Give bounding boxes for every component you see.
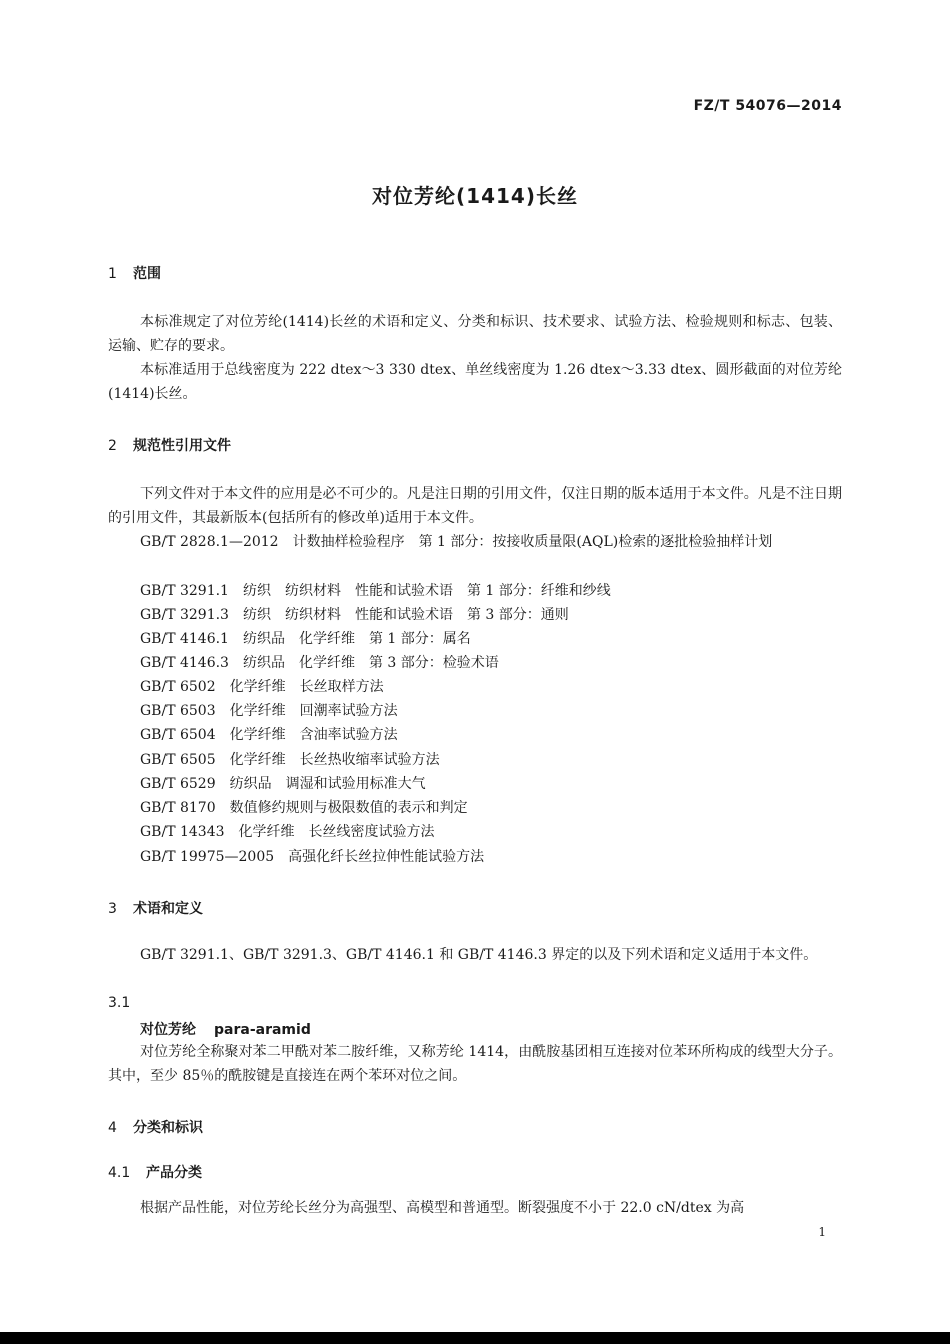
reference-item bbox=[140, 749, 440, 769]
terms-intro: GB/T 3291.1、GB/T 3291.3、GB/T 4146.1 和 GB/T 4146.3 界定的以及下列术语和定义适用于本文件。 bbox=[140, 947, 818, 963]
reference-code: GB/T 4146.1 bbox=[140, 631, 229, 647]
reference-item: GB/T 2828.1—2012 计数抽样检验程序 第 1 部分：按接收质量限(AQL)检索的逐批检验抽样计划 bbox=[140, 534, 773, 550]
reference-code: GB/T 6505 bbox=[140, 752, 216, 768]
reference-code: GB/T 6504 bbox=[140, 727, 216, 743]
section-number: 4.1 bbox=[108, 1165, 131, 1181]
reference-item bbox=[140, 821, 435, 841]
page-bottom-border bbox=[0, 1332, 950, 1344]
reference-item bbox=[140, 773, 426, 793]
reference-title: 化学纤维 长丝热收缩率试验方法 bbox=[229, 752, 440, 768]
section-4-1-heading bbox=[108, 1162, 202, 1182]
term-name bbox=[140, 1019, 311, 1039]
reference-code: GB/T 19975—2005 bbox=[140, 849, 275, 865]
reference-title: 化学纤维 含油率试验方法 bbox=[229, 727, 398, 743]
document-title: 对位芳纶(1414)长丝 bbox=[372, 184, 578, 208]
scope-paragraph-2: 本标准适用于总线密度为 222 dtex～3 330 dtex、单丝线密度为 1.26 dtex～3.33 dtex、圆形截面的对位芳纶(1414)长丝。 bbox=[108, 362, 842, 402]
term-definition: 对位芳纶全称聚对苯二甲酰对苯二胺纤维，又称芳纶 1414，由酰胺基团相互连接对位苯环所构成的线型大分子。其中，至少 85％的酰胺键是直接连在两个苯环对位之间。 bbox=[108, 1044, 842, 1084]
section-1-heading bbox=[108, 263, 161, 283]
reference-item bbox=[140, 724, 398, 744]
term-name-zh: 对位芳纶 bbox=[140, 1022, 196, 1038]
scope-paragraph-1: 本标准规定了对位芳纶(1414)长丝的术语和定义、分类和标识、技术要求、试验方法、检验规则和标志、包装、运输、贮存的要求。 bbox=[108, 314, 842, 354]
reference-title: 化学纤维 回潮率试验方法 bbox=[229, 703, 398, 719]
term-name-en: para-aramid bbox=[214, 1022, 311, 1038]
reference-title: 纺织品 化学纤维 第 1 部分：属名 bbox=[242, 631, 471, 647]
reference-title: 化学纤维 长丝取样方法 bbox=[229, 679, 384, 695]
reference-item bbox=[140, 846, 484, 866]
reference-title: 化学纤维 长丝线密度试验方法 bbox=[238, 824, 435, 840]
reference-title: 纺织品 调湿和试验用标准大气 bbox=[229, 776, 426, 792]
section-3-heading bbox=[108, 898, 203, 918]
reference-title: 纺织品 化学纤维 第 3 部分：检验术语 bbox=[242, 655, 499, 671]
section-4-heading bbox=[108, 1117, 203, 1137]
references-intro: 下列文件对于本文件的应用是必不可少的。凡是注日期的引用文件，仅注日期的版本适用于本文件。凡是不注日期的引用文件，其最新版本(包括所有的修改单)适用于本文件。 bbox=[108, 486, 842, 526]
section-number: 3 bbox=[108, 901, 117, 917]
reference-item bbox=[140, 580, 611, 600]
reference-item bbox=[140, 676, 384, 696]
reference-code: GB/T 4146.3 bbox=[140, 655, 229, 671]
reference-code: GB/T 6503 bbox=[140, 703, 216, 719]
reference-code: GB/T 8170 bbox=[140, 800, 216, 816]
reference-code: GB/T 3291.3 bbox=[140, 607, 229, 623]
standard-code: FZ/T 54076—2014 bbox=[693, 98, 842, 114]
reference-code: GB/T 14343 bbox=[140, 824, 225, 840]
reference-title: 纺织 纺织材料 性能和试验术语 第 1 部分：纤维和纱线 bbox=[242, 583, 611, 599]
section-title: 规范性引用文件 bbox=[133, 438, 231, 454]
section-title: 术语和定义 bbox=[133, 901, 203, 917]
page-number: 1 bbox=[818, 1225, 826, 1239]
section-2-heading bbox=[108, 435, 231, 455]
reference-item bbox=[140, 628, 471, 648]
section-title: 分类和标识 bbox=[133, 1120, 203, 1136]
section-title: 范围 bbox=[133, 266, 161, 282]
section-number: 2 bbox=[108, 438, 117, 454]
reference-title: 高强化纤长丝拉伸性能试验方法 bbox=[288, 849, 485, 865]
reference-item bbox=[140, 604, 569, 624]
reference-item bbox=[140, 652, 499, 672]
reference-title: 纺织 纺织材料 性能和试验术语 第 3 部分：通则 bbox=[242, 607, 569, 623]
section-title: 产品分类 bbox=[146, 1165, 202, 1181]
reference-item bbox=[140, 797, 468, 817]
section-number: 1 bbox=[108, 266, 117, 282]
reference-code: GB/T 3291.1 bbox=[140, 583, 229, 599]
term-number: 3.1 bbox=[108, 995, 131, 1011]
reference-item bbox=[140, 700, 398, 720]
reference-code: GB/T 6502 bbox=[140, 679, 216, 695]
section-number: 4 bbox=[108, 1120, 117, 1136]
reference-title: 数值修约规则与极限数值的表示和判定 bbox=[229, 800, 468, 816]
classification-paragraph: 根据产品性能，对位芳纶长丝分为高强型、高模型和普通型。断裂强度不小于 22.0 cN/dtex 为高 bbox=[140, 1200, 745, 1216]
reference-code: GB/T 6529 bbox=[140, 776, 216, 792]
